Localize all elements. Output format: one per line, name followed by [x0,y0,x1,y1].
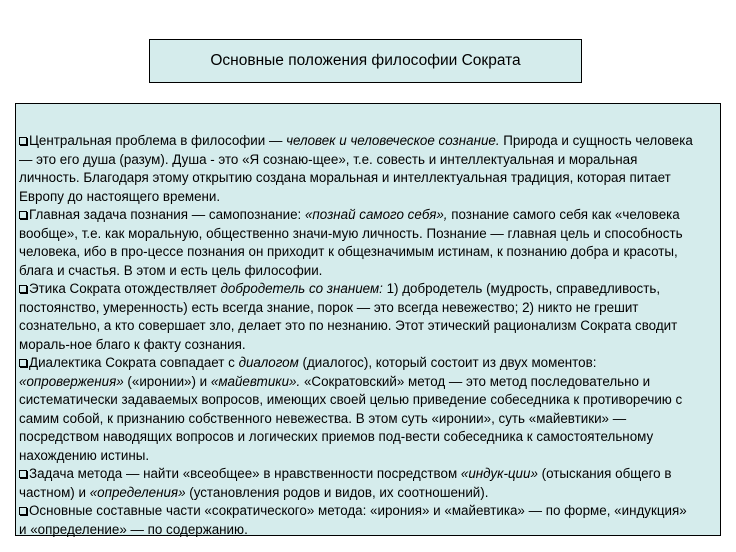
square-bullet-icon [19,211,27,219]
emphasis-text: «индук-ции» [460,466,538,481]
emphasis-text: «опровержения» [19,373,124,389]
paragraph [19,465,696,502]
paragraph-text: Основные составные части «сократического» метода: «ирония» и «майевтика» — по форме, «индукция» и «определение» — по содержанию. [19,503,687,537]
square-bullet-icon [19,359,27,367]
square-bullet-icon [19,137,27,145]
emphasis-text: «определения» [89,484,186,500]
paragraph [19,206,696,280]
emphasis-text: добродетель со знанием: [220,281,383,296]
emphasis-text: «майевтики». [210,373,301,389]
paragraph [19,132,696,206]
square-bullet-icon [19,507,27,515]
emphasis-text: диалогом [238,355,299,370]
paragraph-text: (отыскания общего в частном) и [19,466,672,500]
title-box [149,39,582,83]
paragraph-text: (диалогос), который состоит из двух моментов: [298,355,597,370]
paragraph-text: Природа и сущность человека — это его душа (разум). Душа - это «Я сознаю-щее», т.е. совесть и интеллектуальная и моральная личность. Благодаря этому открытию создана моральная и интеллектуальная традиция, которая питает Европу до настоящего времени. [19,133,693,204]
paragraph [19,354,696,465]
square-bullet-icon [19,470,27,478]
paragraph-text: Этика Сократа отождествляет [29,281,221,296]
emphasis-text: человек и человеческое сознание. [286,133,500,148]
paragraph-list [19,132,696,539]
emphasis-text: «познай самого себя», [304,207,448,222]
paragraph-text: познание самого себя как «человека вообще», т.е. как моральную, общественно значи-мую личность. Познание — главная цель и способность человека, ибо в про-цессе познания он приходит к общезначимым истинам, к познанию добра и красоты, блага и счастья. В этом и есть цель философии. [19,207,683,278]
paragraph-text: Главная задача познания — самопознание: [29,207,305,222]
paragraph [19,280,696,354]
paragraph-text: Задача метода — найти «всеобщее» в нравственности посредством [29,466,461,481]
paragraph-text: 1) добродетель (мудрость, справедливость, постоянство, умеренность) есть всегда знание, порок — это всегда невежество; 2) никто не грешит сознательно, а кто совершает зло, делает это по незнанию. Этот этический рационализм Сократа сводит мораль-ное благо к факту сознания. [19,281,678,352]
paragraph-text: («иронии») и [123,373,211,389]
paragraph-text: (установления родов и видов, их соотношений). [185,484,489,500]
paragraph-text: Диалектика Сократа совпадает с [29,355,239,370]
square-bullet-icon [19,285,27,293]
paragraph [19,502,696,539]
page-title: Основные положения философии Сократа [210,52,521,69]
paragraph-text: Центральная проблема в философии — [29,133,287,148]
paragraph-text: «Сократовский» метод — это метод последовательно и систематически задаваемых вопросов, имеющих своей целью приведение собеседника к противоречию с самим собой, к признанию собственного невежества. В этом суть «иронии», суть «майевтики» — посредством наводящих вопросов и логических приемов под-вести собеседника к самостоятельному нахождению истины. [19,373,683,463]
content-box [15,103,721,536]
